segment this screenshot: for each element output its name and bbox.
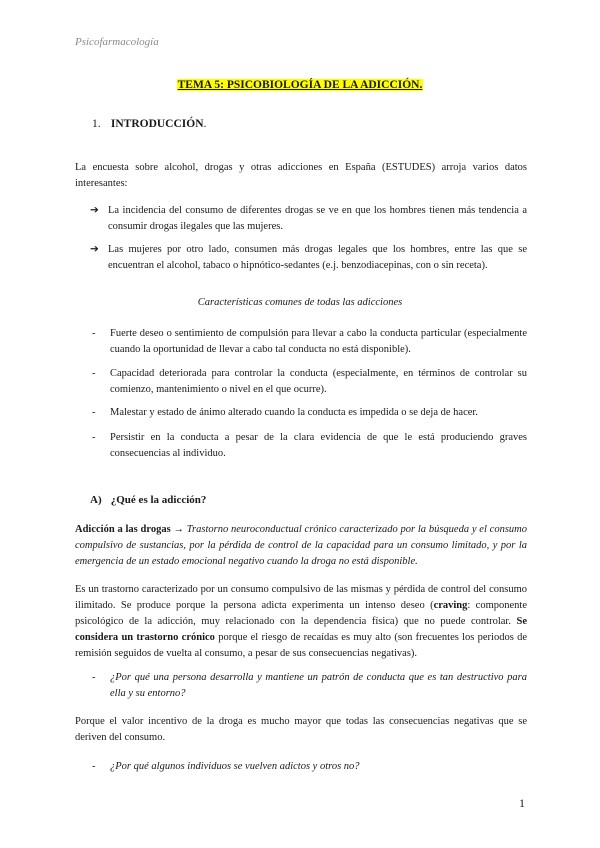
dash-bullet: - bbox=[92, 368, 96, 379]
characteristic-item bbox=[92, 326, 527, 358]
characteristic-item bbox=[92, 405, 527, 421]
document-title: TEMA 5: PSICOBIOLOGÍA DE LA ADICCIÓN. bbox=[177, 79, 423, 91]
question-text: ¿Por qué una persona desarrolla y mantiene un patrón de conducta que es tan destructivo para ella y su entorno? bbox=[110, 672, 527, 699]
dash-bullet: - bbox=[92, 407, 96, 418]
characteristic-text: Fuerte deseo o sentimiento de compulsión para llevar a cabo la conducta particular (especialmente cuando la oportunidad de llevar a cabo tal conducta no está disponible). bbox=[110, 328, 527, 355]
characteristic-text: Malestar y estado de ánimo alterado cuando la conducta es impedida o se deja de hacer. bbox=[110, 407, 478, 418]
characteristic-text: Persistir en la conducta a pesar de la clara evidencia de que le está produciendo graves consecuencias al individuo. bbox=[110, 432, 527, 459]
arrow-bullet-text: Las mujeres por otro lado, consumen más drogas legales que los hombres, entre las que se encuentran el alcohol, tabaco o hipnótico-sedantes (e.j. benzodiacepinas, con o sin receta). bbox=[108, 244, 527, 271]
arrow-right-icon: ➔ bbox=[90, 205, 99, 216]
section-heading bbox=[92, 118, 206, 130]
arrow-bullet-text: La incidencia del consumo de diferentes drogas se ve en que los hombres tienen más tendencia a consumir drogas ilegales que las mujeres. bbox=[108, 205, 527, 232]
question-text: ¿Por qué algunos individuos se vuelven adictos y otros no? bbox=[110, 761, 360, 772]
arrow-bullet-item bbox=[90, 203, 527, 234]
dash-bullet: - bbox=[92, 761, 96, 772]
explanation-paragraph bbox=[75, 582, 527, 662]
answer-paragraph: Porque el valor incentivo de la droga es mucho mayor que todas las consecuencias negativas que se deriven del consumo. bbox=[75, 716, 527, 743]
definition-term: Adicción a las drogas bbox=[75, 524, 171, 535]
dash-bullet: - bbox=[92, 328, 96, 339]
title-container bbox=[0, 75, 600, 93]
running-header: Psicofarmacología bbox=[75, 36, 159, 48]
subsection-heading bbox=[90, 494, 206, 506]
explanation-text-3: porque el riesgo de recaídas es muy alto (son frecuentes los periodos de remisión seguidos de vuelta al consumo, a pesar de sus consecuencias negativas). bbox=[75, 632, 527, 659]
characteristic-item bbox=[92, 430, 527, 462]
definition-paragraph bbox=[75, 522, 527, 570]
question-item bbox=[92, 670, 527, 702]
chronic-disorder-emphasis: Se considera un trastorno crónico bbox=[75, 616, 527, 643]
characteristics-heading: Características comunes de todas las adicciones bbox=[197, 297, 403, 308]
dash-bullet: - bbox=[92, 672, 96, 683]
definition-arrow: → bbox=[170, 524, 187, 535]
craving-term: craving bbox=[433, 600, 468, 611]
explanation-text-2: : componente psicológico de la adicción, muy relacionado con la dependencia física) que no puede controlar. bbox=[75, 600, 527, 627]
dash-bullet: - bbox=[92, 432, 96, 443]
section-label: INTRODUCCIÓN bbox=[110, 118, 204, 130]
page-number: 1 bbox=[519, 796, 525, 810]
characteristic-item bbox=[92, 366, 527, 398]
subsection-title: ¿Qué es la adicción? bbox=[110, 494, 207, 506]
section-number: 1. bbox=[92, 118, 101, 130]
question-item bbox=[92, 759, 527, 775]
characteristic-text: Capacidad deteriorada para controlar la conducta (especialmente, en términos de controlar su comienzo, mantenimiento o nivel en el que ocurre). bbox=[110, 368, 527, 395]
subsection-label: A) bbox=[90, 494, 102, 506]
section-suffix: . bbox=[203, 118, 207, 130]
arrow-right-icon: ➔ bbox=[90, 244, 99, 255]
intro-paragraph: La encuesta sobre alcohol, drogas y otras adicciones en España (ESTUDES) arroja varios datos interesantes: bbox=[75, 162, 527, 189]
definition-text: Trastorno neuroconductual crónico caracterizado por la búsqueda y el consumo compulsivo de sustancias, por la pérdida de control de la capacidad para un consumo limitado, y por la emergencia de un estado emocional negativo cuando la droga no está disponible. bbox=[75, 524, 528, 567]
arrow-bullet-item bbox=[90, 242, 527, 273]
explanation-text-1: Es un trastorno caracterizado por un consumo compulsivo de las mismas y pérdida de control del consumo ilimitado. Se produce porque la persona adicta experimenta un intenso deseo ( bbox=[75, 584, 527, 611]
